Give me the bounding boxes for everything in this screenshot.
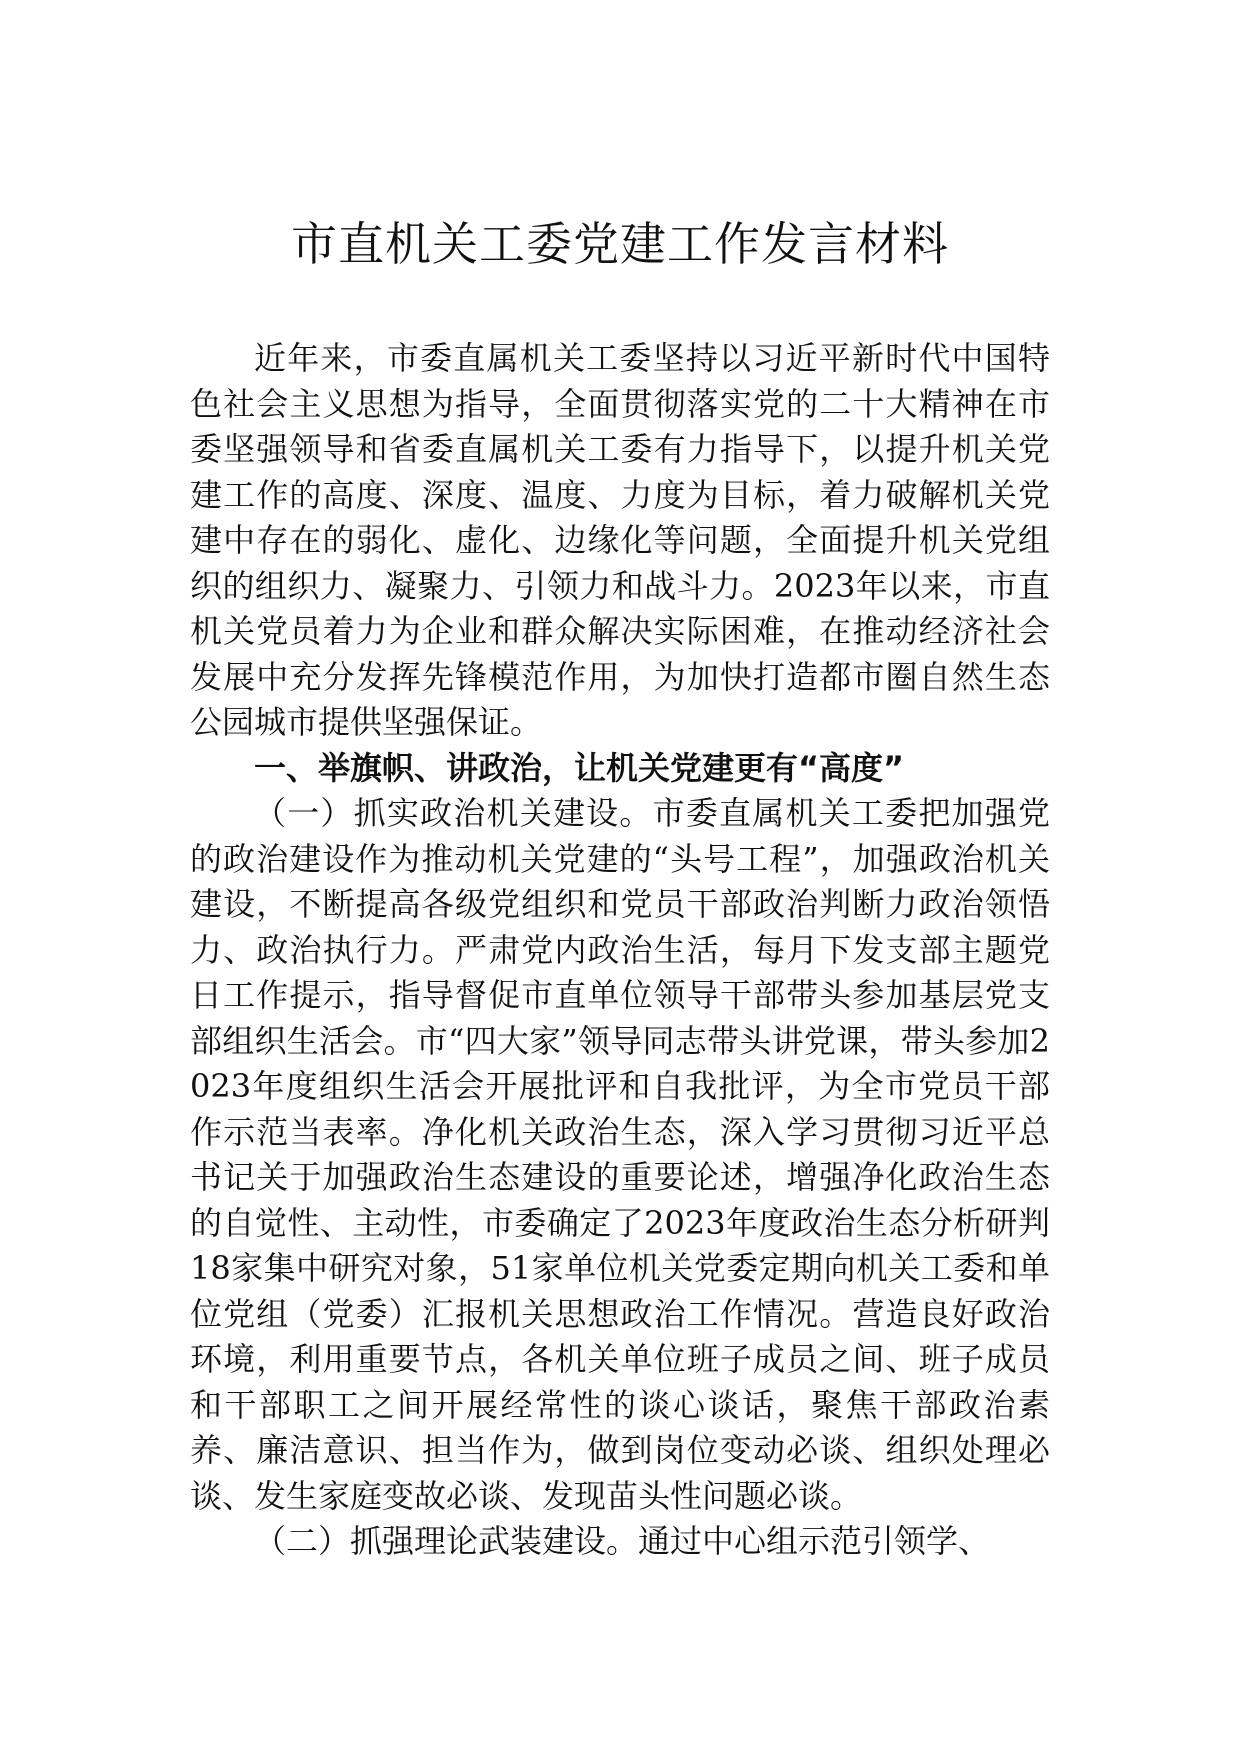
document-body — [190, 336, 1050, 1565]
subsection-paragraph-1: （一）抓实政治机关建设。市委直属机关工委把加强党的政治建设作为推动机关党建的“头号工程”，加强政治机关建设，不断提高各级党组织和党员干部政治判断力政治领悟力、政治执行力。严肃党内政治生活，每月下发支部主题党日工作提示，指导督促市直单位领导干部带头参加基层党支部组织生活会。市“四大家”领导同志带头讲党课，带头参加2023年度组织生活会开展批评和自我批评，为全市党员干部作示范当表率。净化机关政治生态，深入学习贯彻习近平总书记关于加强政治生态建设的重要论述，增强净化政治生态的自觉性、主动性，市委确定了2023年度政治生态分析研判18家集中研究对象，51家单位机关党委定期向机关工委和单位党组（党委）汇报机关思想政治工作情况。营造良好政治环境，利用重要节点，各机关单位班子成员之间、班子成员和干部职工之间开展经常性的谈心谈话，聚焦干部政治素养、廉洁意识、担当作为，做到岗位变动必谈、组织处理必谈、发生家庭变故必谈、发现苗头性问题必谈。 — [190, 794, 1050, 1515]
intro-paragraph: 近年来，市委直属机关工委坚持以习近平新时代中国特色社会主义思想为指导，全面贯彻落实党的二十大精神在市委坚强领导和省委直属机关工委有力指导下，以提升机关党建工作的高度、深度、温度、力度为目标，着力破解机关党建中存在的弱化、虚化、边缘化等问题，全面提升机关党组织的组织力、凝聚力、引领力和战斗力。2023年以来，市直机关党员着力为企业和群众解决实际困难，在推动经济社会发展中充分发挥先锋模范作用，为加快打造都市圈自然生态公园城市提供坚强保证。 — [190, 339, 1050, 741]
subsection-paragraph-2: （二）抓强理论武装建设。通过中心组示范引领学、 — [254, 1522, 991, 1560]
document-title: 市直机关工委党建工作发言材料 — [291, 217, 949, 271]
section-heading-1: 一、举旗帜、讲政治，让机关党建更有“高度” — [254, 748, 905, 787]
